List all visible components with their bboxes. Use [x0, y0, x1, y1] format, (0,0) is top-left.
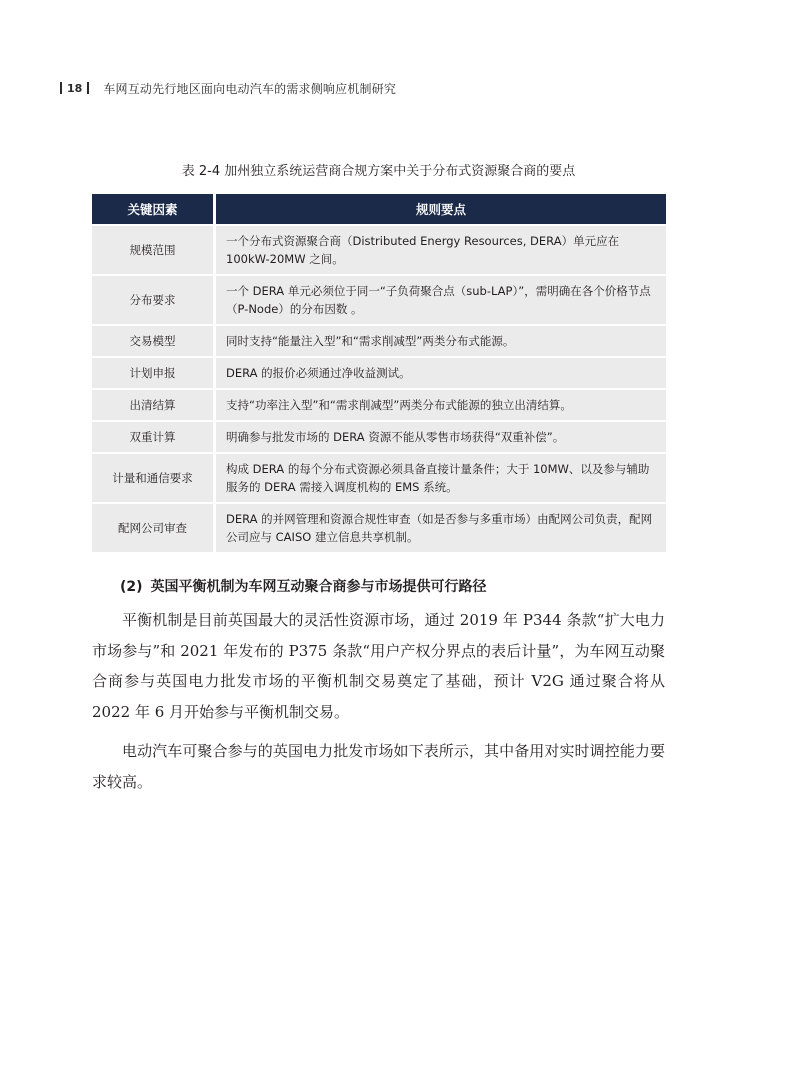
table-row	[92, 326, 666, 356]
table-row	[92, 504, 666, 552]
rule-cell: 构成 DERA 的每个分布式资源必须具备直接计量条件；大于 10MW、以及参与辅助服务的 DERA 需接入调度机构的 EMS 系统。	[216, 454, 666, 502]
rule-cell: 支持“功率注入型”和“需求削减型”两类分布式能源的独立出清结算。	[216, 390, 666, 420]
table-row	[92, 422, 666, 452]
table-row	[92, 390, 666, 420]
factor-cell: 出清结算	[92, 390, 216, 420]
factor-cell: 交易模型	[92, 326, 216, 356]
header-divider	[60, 82, 62, 94]
table-row	[92, 226, 666, 274]
table-caption: 表 2-4 加州独立系统运营商合规方案中关于分布式资源聚合商的要点	[181, 164, 576, 179]
table-row	[92, 276, 666, 324]
rules-table	[92, 192, 666, 554]
factor-cell: 计量和通信要求	[92, 454, 216, 502]
table-header-row	[92, 194, 666, 224]
factor-cell: 计划申报	[92, 358, 216, 388]
body-paragraph: 平衡机制是目前英国最大的灵活性资源市场，通过 2019 年 P344 条款“扩大电力市场参与”和 2021 年发布的 P375 条款“用户产权分界点的表后计量”，为车网互动聚合商参与英国电力批发市场的平衡机制交易奠定了基础，预计 V2G 通过聚合将从 2022 年 6 月开始参与平衡机制交易。	[92, 611, 665, 721]
factor-cell: 配网公司审查	[92, 504, 216, 552]
factor-cell: 双重计算	[92, 422, 216, 452]
factor-cell: 分布要求	[92, 276, 216, 324]
column-header-point: 规则要点	[216, 194, 666, 224]
page-number: 18	[67, 81, 83, 95]
header-divider	[87, 82, 89, 94]
rule-cell: DERA 的并网管理和资源合规性审查（如是否参与多重市场）由配网公司负责，配网公司应与 CAISO 建立信息共享机制。	[216, 504, 666, 552]
factor-cell: 规模范围	[92, 226, 216, 274]
book-title: 车网互动先行地区面向电动汽车的需求侧响应机制研究	[103, 81, 397, 96]
table-row	[92, 454, 666, 502]
table-row	[92, 358, 666, 388]
running-header	[60, 78, 396, 98]
rule-cell: 一个分布式资源聚合商（Distributed Energy Resources, DERA）单元应在 100kW-20MW 之间。	[216, 226, 666, 274]
section-title: 英国平衡机制为车网互动聚合商参与市场提供可行路径	[150, 579, 487, 595]
rule-cell: 同时支持“能量注入型”和“需求削减型”两类分布式能源。	[216, 326, 666, 356]
rule-cell: 明确参与批发市场的 DERA 资源不能从零售市场获得“双重补偿”。	[216, 422, 666, 452]
section-heading	[120, 576, 487, 596]
rule-cell: DERA 的报价必须通过净收益测试。	[216, 358, 666, 388]
section-number: (2)	[120, 579, 143, 595]
body-paragraph: 电动汽车可聚合参与的英国电力批发市场如下表所示，其中备用对实时调控能力要求较高。	[92, 742, 665, 791]
column-header-factor: 关键因素	[92, 194, 216, 224]
rule-cell: 一个 DERA 单元必须位于同一“子负荷聚合点（sub-LAP）”，需明确在各个价格节点（P-Node）的分布因数 。	[216, 276, 666, 324]
